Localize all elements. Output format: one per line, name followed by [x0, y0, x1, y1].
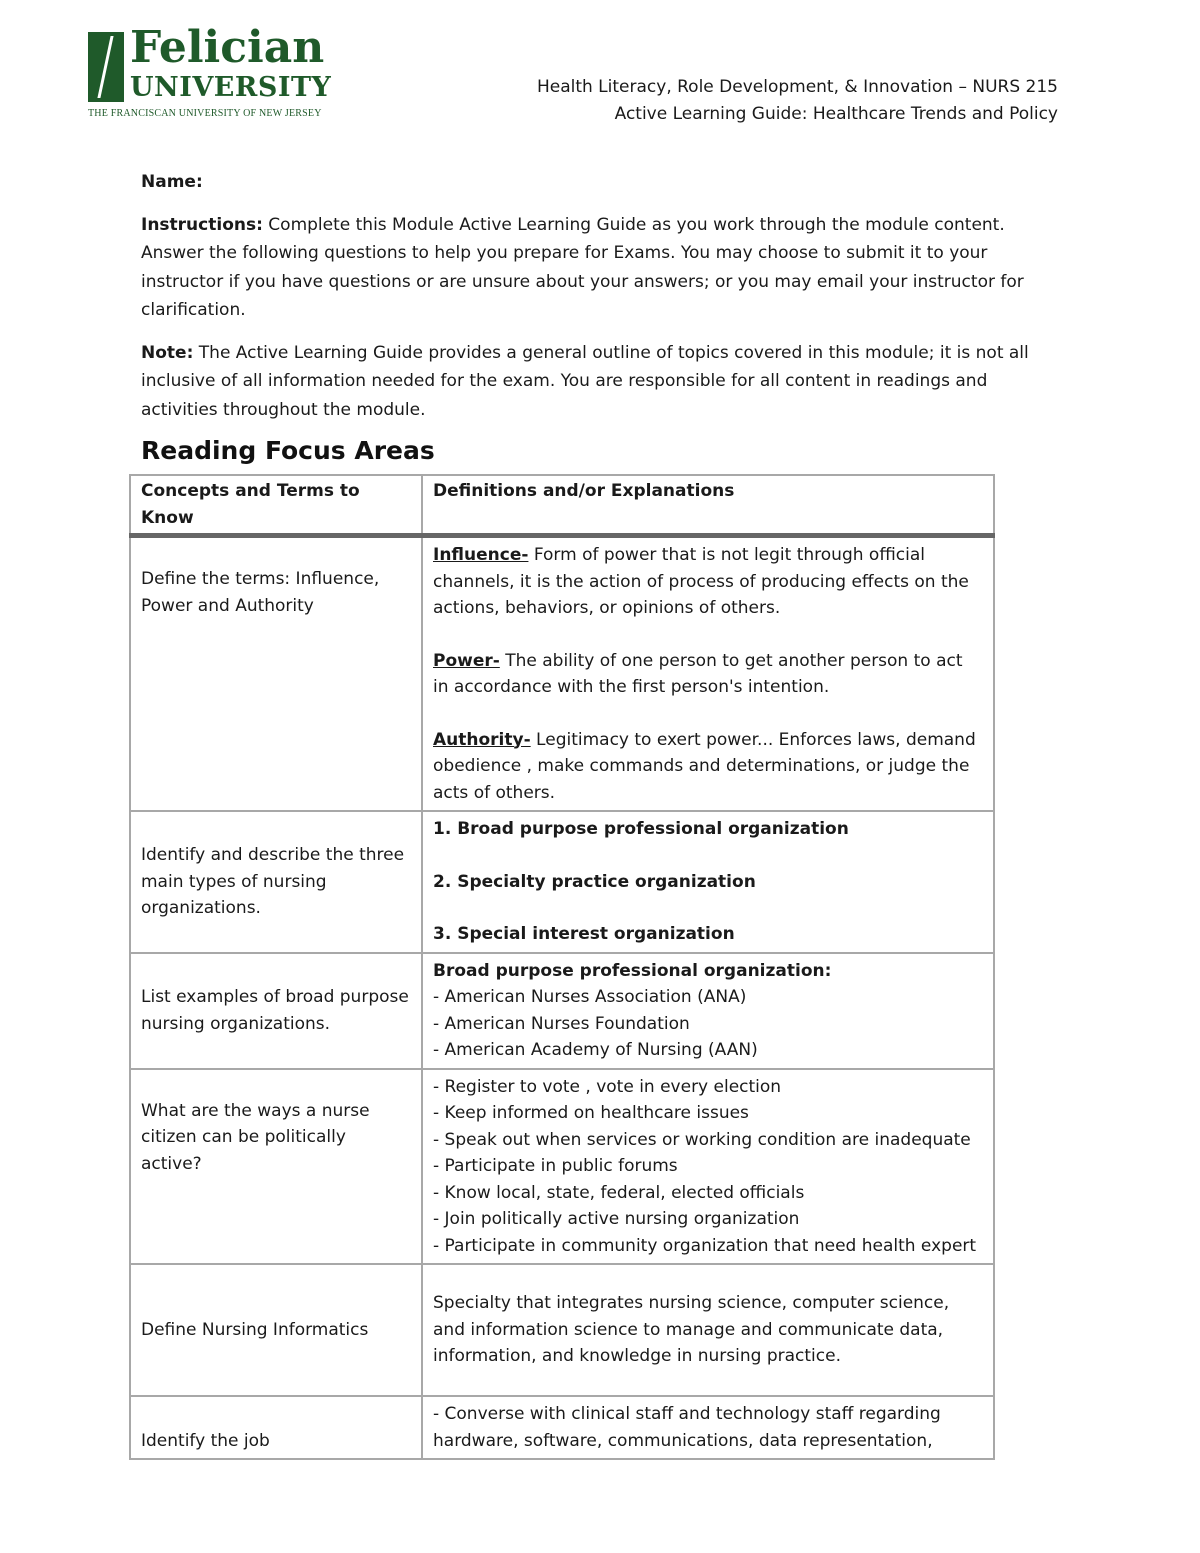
name-field	[141, 168, 1051, 197]
concept-cell: Identify and describe the three main types of nursing organizations.	[130, 811, 422, 953]
definition-text: Form of power that is not legit through official channels, it is the action of process of producing effects on the actions, behaviors, or opinions of others.	[433, 545, 969, 618]
instructions-text: Complete this Module Active Learning Guide as you work through the module content. Answer the following questions to help you prepare for Exams. You may choose to submit it to your instructor if you have questions or are unsure about your answers; or you may email your instructor for clarification.	[141, 214, 1024, 320]
section-heading: Reading Focus Areas	[141, 436, 435, 465]
list-item: - Register to vote , vote in every election	[433, 1076, 782, 1097]
concept-cell: What are the ways a nurse citizen can be politically active?	[130, 1069, 422, 1265]
note-paragraph	[141, 339, 1051, 425]
definition-cell: Specialty that integrates nursing science, computer science, and information science to manage and communicate data, information, and knowledge in nursing practice.	[422, 1264, 994, 1396]
list-heading: Broad purpose professional organization:	[433, 960, 832, 981]
list-item: - Know local, state, federal, elected officials	[433, 1182, 805, 1203]
definition-cell	[422, 953, 994, 1069]
note-text: The Active Learning Guide provides a general outline of topics covered in this module; it is not all inclusive of all information needed for the exam. You are responsible for all content in readings and activities throughout the module.	[141, 342, 1029, 420]
concept-cell: List examples of broad purpose nursing organizations.	[130, 953, 422, 1069]
column-header-concepts: Concepts and Terms to Know	[130, 475, 422, 536]
list-item: 3. Special interest organization	[433, 924, 735, 944]
definition-text: The ability of one person to get another person to act in accordance with the first person's intention.	[433, 650, 963, 697]
list-item: - Speak out when services or working condition are inadequate	[433, 1129, 971, 1150]
table-row	[130, 536, 994, 812]
term-power: Power-	[433, 650, 500, 671]
logo-title: Felician	[130, 22, 325, 73]
list-item: - Keep informed on healthcare issues	[433, 1103, 749, 1123]
logo-subtitle: UNIVERSITY	[130, 72, 332, 103]
table-row	[130, 1069, 994, 1265]
list-item: - American Nurses Foundation	[433, 1013, 690, 1034]
felician-logo	[88, 22, 338, 120]
course-title: Health Literacy, Role Development, & Innovation – NURS 215	[536, 77, 1058, 97]
definition-cell: - Converse with clinical staff and technology staff regarding hardware, software, communications, data representation,	[422, 1396, 994, 1459]
term-influence: Influence-	[433, 545, 529, 565]
definition-power	[433, 648, 983, 701]
document-header	[537, 74, 1058, 128]
guide-title: Active Learning Guide: Healthcare Trends and Policy	[614, 104, 1058, 124]
list-item: - Participate in community organization that need health expert	[433, 1235, 977, 1256]
list-item: 1. Broad purpose professional organization	[433, 819, 849, 839]
instructions-paragraph	[141, 211, 1051, 325]
table-header-row	[130, 475, 994, 536]
definition-text: Legitimacy to exert power... Enforces laws, demand obedience , make commands and determinations, or judge the acts of others.	[433, 729, 976, 803]
definition-influence	[433, 542, 983, 622]
felician-emblem-icon	[88, 32, 124, 102]
term-authority: Authority-	[433, 729, 531, 750]
logo-tagline: THE FRANCISCAN UNIVERSITY OF NEW JERSEY	[88, 108, 322, 119]
list-item: - Participate in public forums	[433, 1156, 678, 1176]
concept-cell: Identify the job	[130, 1396, 422, 1459]
focus-areas-table	[129, 474, 995, 1460]
concept-cell: Define the terms: Influence, Power and Authority	[130, 536, 422, 812]
note-label: Note:	[141, 342, 194, 363]
definition-cell	[422, 536, 994, 812]
definition-cell	[422, 1069, 994, 1265]
column-header-definitions: Definitions and/or Explanations	[422, 475, 994, 536]
table-row	[130, 811, 994, 953]
instructions-label: Instructions:	[141, 214, 263, 235]
list-item: 2. Specialty practice organization	[433, 871, 756, 892]
definition-cell	[422, 811, 994, 953]
list-item: - Join politically active nursing organization	[433, 1209, 800, 1229]
definition-authority	[433, 727, 983, 807]
name-label: Name:	[141, 172, 203, 192]
table-row	[130, 953, 994, 1069]
intro-section	[141, 168, 1051, 438]
table-row	[130, 1264, 994, 1396]
table-row	[130, 1396, 994, 1459]
concept-cell: Define Nursing Informatics	[130, 1264, 422, 1396]
list-item: - American Nurses Association (ANA)	[433, 987, 747, 1007]
list-item: - American Academy of Nursing (AAN)	[433, 1040, 758, 1060]
